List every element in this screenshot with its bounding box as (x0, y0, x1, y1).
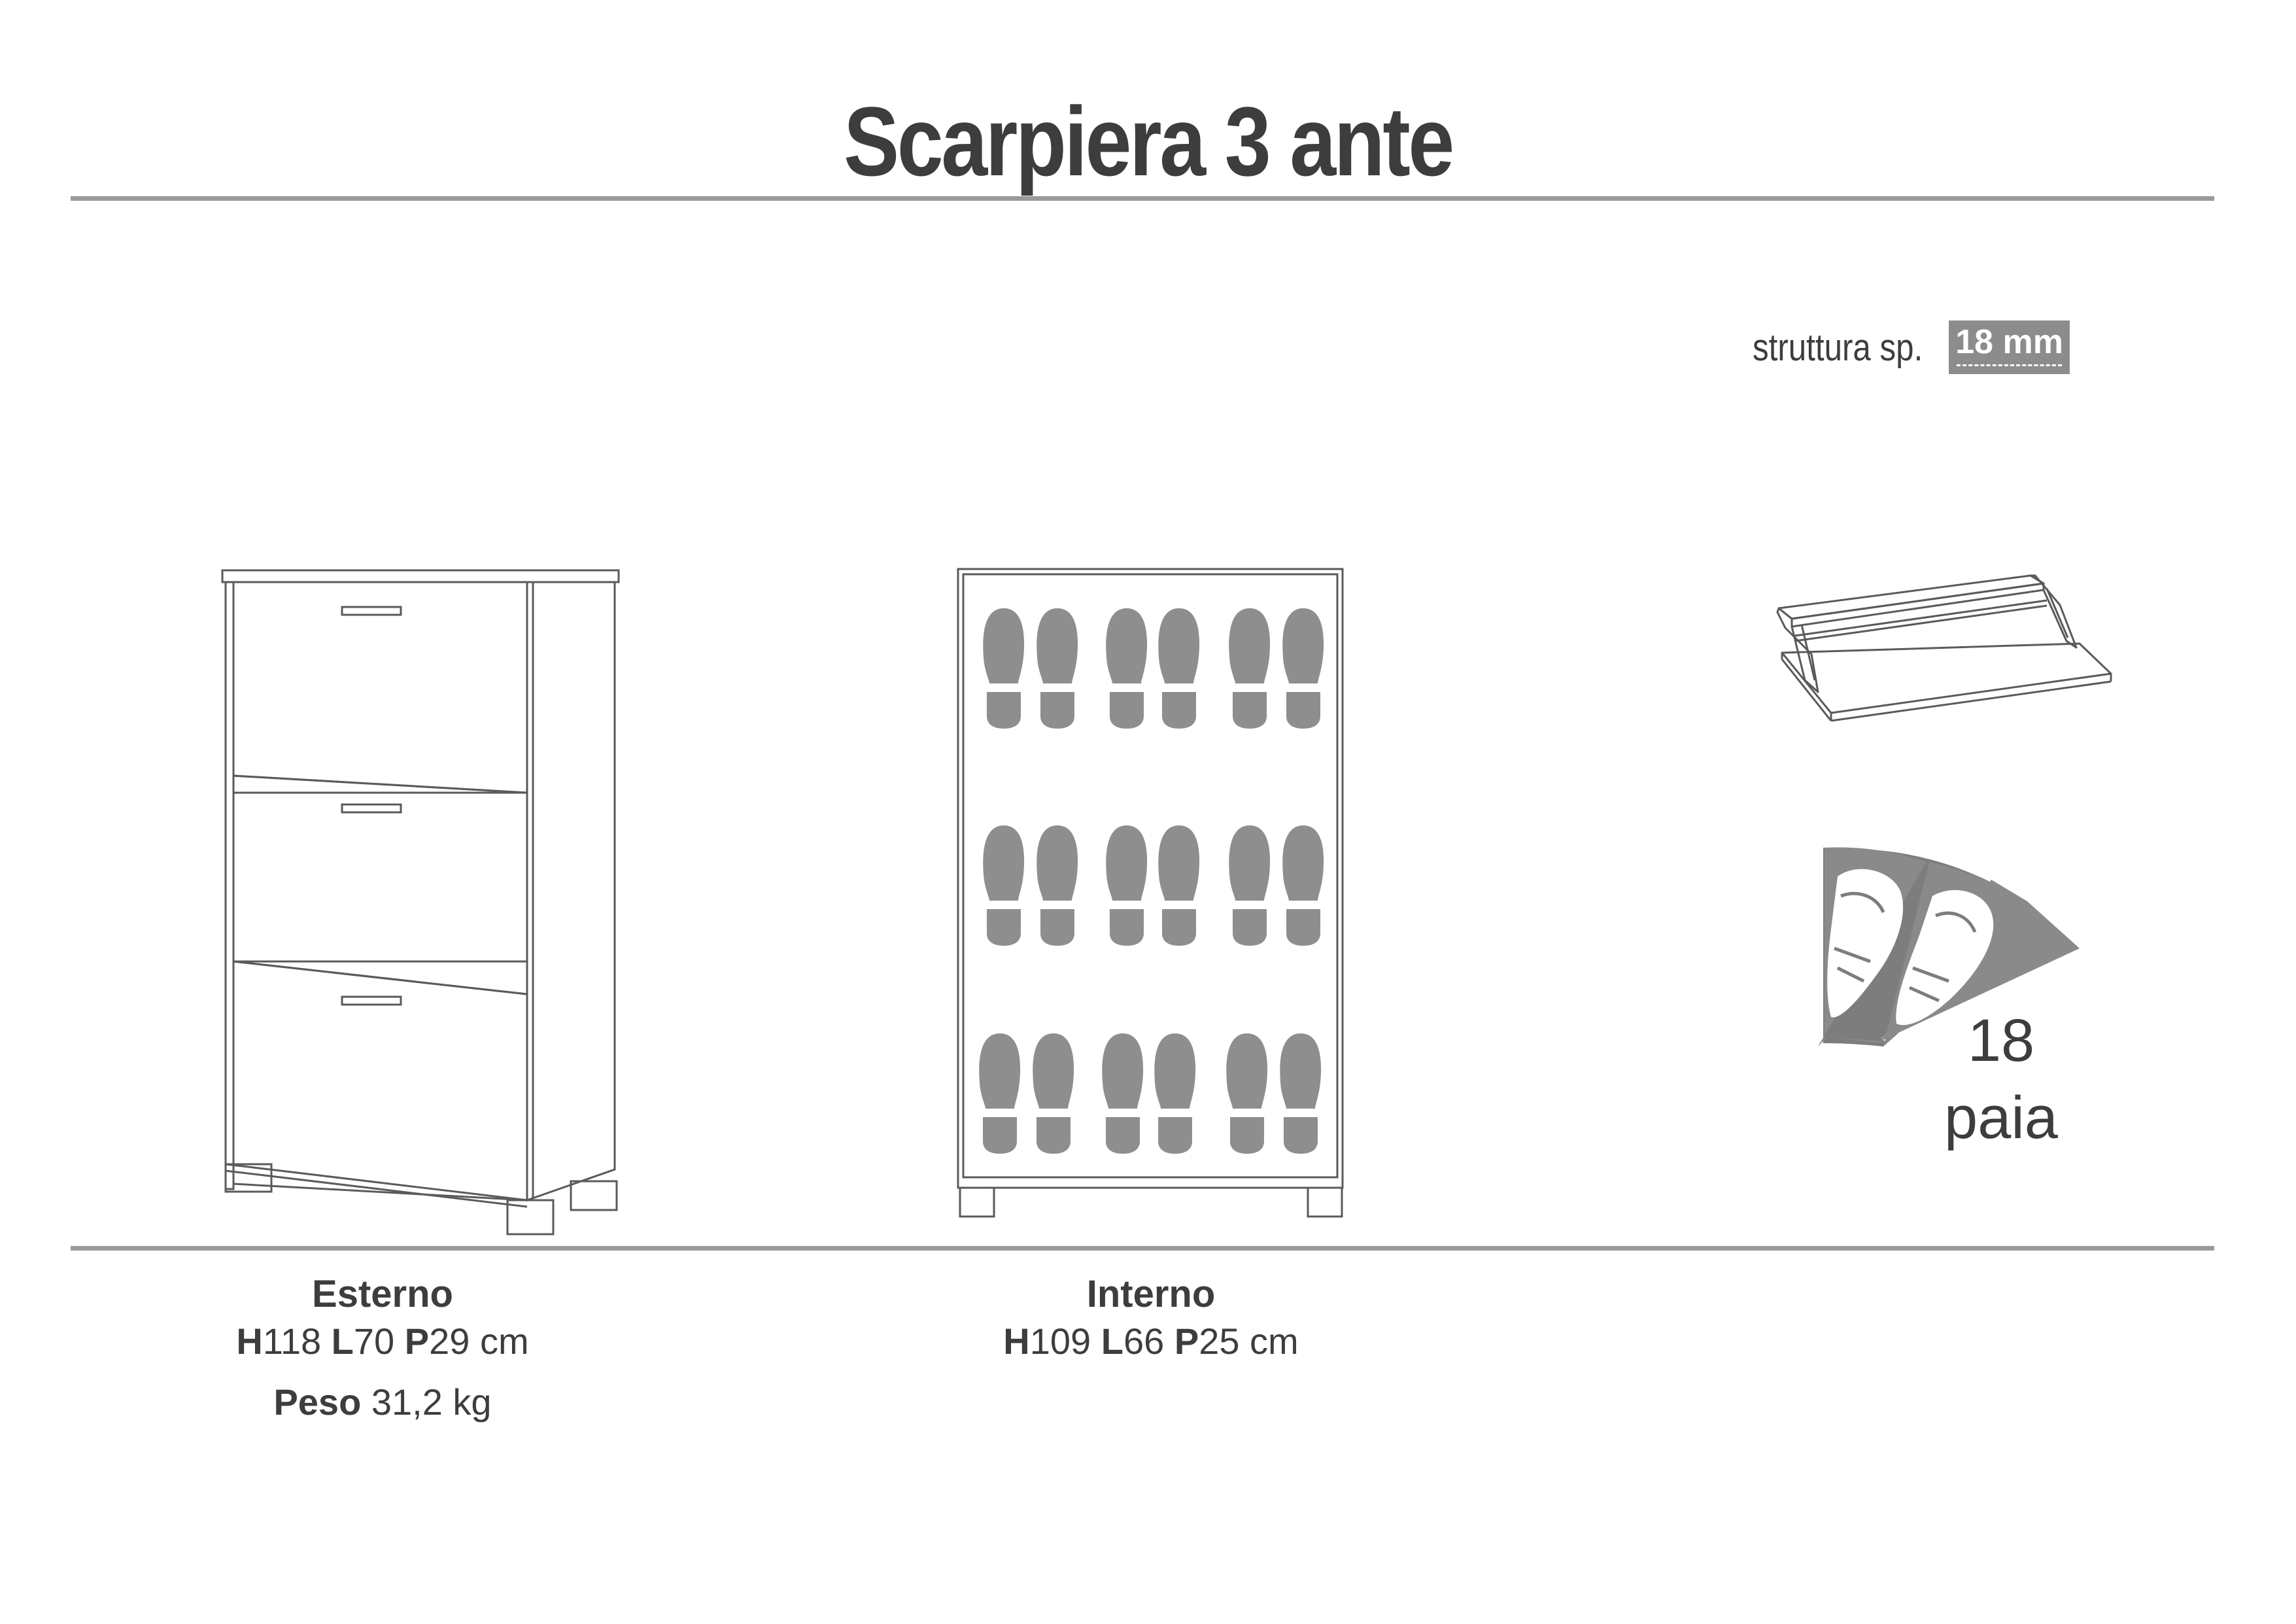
structure-label: struttura sp. (1753, 326, 1923, 369)
thickness-value: 18 mm (1955, 323, 2063, 361)
width-label: L (1101, 1321, 1123, 1362)
weight-line (196, 1381, 569, 1423)
page-title: Scarpiera 3 ante (844, 86, 1452, 196)
depth-label: P (1174, 1321, 1199, 1362)
bottom-divider (71, 1246, 2214, 1251)
width-value: 66 (1123, 1321, 1165, 1362)
height-value: 109 (1029, 1321, 1091, 1362)
width-value: 70 (353, 1321, 395, 1362)
weight-value: 31,2 kg (371, 1381, 492, 1423)
capacity-label (1936, 1002, 2066, 1156)
capacity-count: 18 (1967, 1007, 2035, 1074)
external-dimensions (196, 1272, 569, 1423)
internal-dimensions (965, 1272, 1337, 1362)
unit-label: cm (479, 1321, 529, 1362)
weight-label: Peso (273, 1381, 362, 1423)
depth-value: 25 (1199, 1321, 1240, 1362)
height-label: H (1003, 1321, 1030, 1362)
unit-label: cm (1250, 1321, 1299, 1362)
width-label: L (331, 1321, 354, 1362)
height-label: H (236, 1321, 263, 1362)
external-heading: Esterno (312, 1273, 453, 1315)
depth-label: P (404, 1321, 430, 1362)
depth-value: 29 (429, 1321, 470, 1362)
internal-size-line (965, 1320, 1337, 1362)
internal-heading: Interno (1086, 1273, 1216, 1315)
height-value: 118 (262, 1321, 322, 1362)
external-size-line (196, 1320, 569, 1362)
capacity-unit: paia (1944, 1084, 2058, 1151)
